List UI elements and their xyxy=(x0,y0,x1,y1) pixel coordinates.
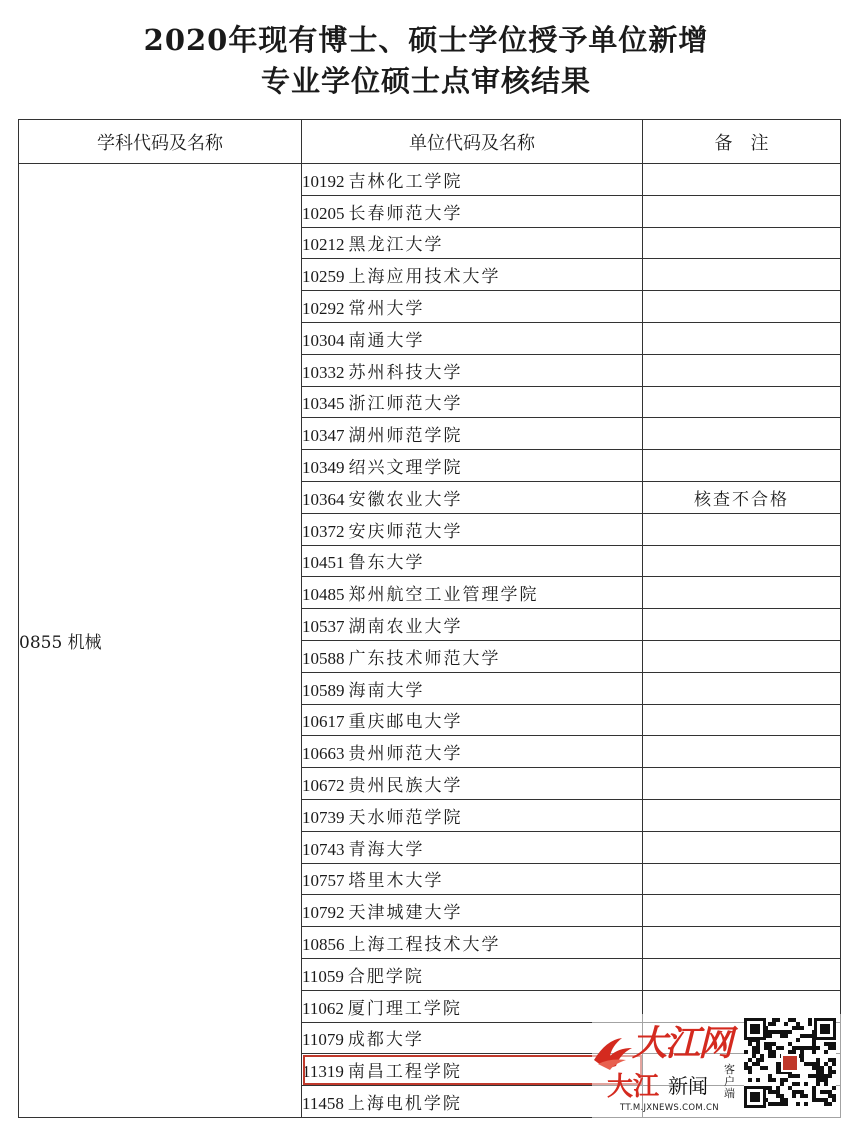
unit-name: 贵州师范大学 xyxy=(348,744,463,765)
table-row xyxy=(19,164,841,196)
remark-cell xyxy=(643,831,841,863)
remark-cell xyxy=(643,672,841,704)
remark-cell xyxy=(643,227,841,259)
unit-cell xyxy=(302,958,643,990)
unit-cell xyxy=(302,863,643,895)
unit-code: 10345 xyxy=(302,394,345,414)
unit-name: 郑州航空工业管理学院 xyxy=(348,585,539,606)
table-header-row xyxy=(19,120,841,164)
remark-cell xyxy=(643,322,841,354)
unit-name: 安庆师范大学 xyxy=(348,521,463,542)
news-watermark xyxy=(592,1014,842,1120)
remark-cell xyxy=(643,736,841,768)
header-remark: 备 注 xyxy=(643,120,841,164)
unit-cell xyxy=(302,227,643,259)
unit-code: 10292 xyxy=(302,299,345,319)
remark-cell xyxy=(643,545,841,577)
unit-cell xyxy=(302,450,643,482)
unit-name: 青海大学 xyxy=(348,839,425,860)
unit-code: 10792 xyxy=(302,903,345,923)
unit-name: 成都大学 xyxy=(347,1030,424,1051)
unit-cell xyxy=(302,354,643,386)
unit-code: 10663 xyxy=(302,744,345,764)
unit-code: 10349 xyxy=(302,458,345,478)
unit-code: 10347 xyxy=(302,426,345,446)
subject-cell: 0855 机械 xyxy=(19,164,302,1118)
unit-code: 10743 xyxy=(302,839,345,859)
unit-cell xyxy=(302,704,643,736)
unit-code: 10192 xyxy=(302,171,345,191)
unit-name: 天津城建大学 xyxy=(348,903,463,924)
unit-code: 10205 xyxy=(302,203,345,223)
remark-cell xyxy=(643,958,841,990)
unit-name: 塔里木大学 xyxy=(348,871,444,892)
unit-code: 10259 xyxy=(302,267,345,287)
unit-code: 11062 xyxy=(302,998,344,1018)
remark-cell xyxy=(643,704,841,736)
unit-name: 绍兴文理学院 xyxy=(348,458,463,479)
unit-name: 常州大学 xyxy=(348,299,425,320)
remark-cell xyxy=(643,164,841,196)
unit-name: 厦门理工学院 xyxy=(347,998,462,1019)
unit-cell xyxy=(302,831,643,863)
unit-code: 10757 xyxy=(302,871,345,891)
unit-code: 10485 xyxy=(302,585,345,605)
news-label: 新闻 xyxy=(668,1074,708,1098)
unit-code: 10304 xyxy=(302,330,345,350)
unit-name: 浙江师范大学 xyxy=(348,394,463,415)
remark-cell xyxy=(643,386,841,418)
unit-cell xyxy=(302,322,643,354)
dajiang-sub-logo: 大江 xyxy=(607,1072,660,1102)
unit-cell xyxy=(302,736,643,768)
qr-code-icon xyxy=(744,1018,836,1108)
remark-cell xyxy=(643,195,841,227)
header-unit: 单位代码及名称 xyxy=(302,120,643,164)
unit-code: 10856 xyxy=(302,935,345,955)
unit-name: 贵州民族大学 xyxy=(348,776,463,797)
unit-name: 广东技术师范大学 xyxy=(348,648,501,669)
unit-name: 黑龙江大学 xyxy=(348,235,444,256)
unit-code: 11079 xyxy=(302,1030,344,1050)
unit-code: 10537 xyxy=(302,617,345,637)
unit-cell xyxy=(302,291,643,323)
unit-cell xyxy=(302,195,643,227)
unit-cell xyxy=(302,927,643,959)
unit-name: 湖南农业大学 xyxy=(348,617,463,638)
unit-code: 10212 xyxy=(302,235,345,255)
header-subject: 学科代码及名称 xyxy=(19,120,302,164)
unit-name: 海南大学 xyxy=(348,680,425,701)
remark-cell xyxy=(643,259,841,291)
unit-cell xyxy=(302,577,643,609)
unit-name: 上海应用技术大学 xyxy=(348,267,501,288)
document-title-line1: 2020年现有博士、硕士学位授予单位新增 xyxy=(143,23,709,57)
unit-cell xyxy=(302,513,643,545)
unit-cell xyxy=(302,418,643,450)
unit-code: 11319 xyxy=(302,1062,344,1082)
unit-name: 南通大学 xyxy=(348,330,425,351)
results-table xyxy=(18,119,841,1118)
unit-code: 10589 xyxy=(302,680,345,700)
unit-cell xyxy=(302,386,643,418)
table-body xyxy=(19,164,841,1118)
remark-cell xyxy=(643,418,841,450)
remark-cell xyxy=(643,577,841,609)
unit-cell xyxy=(302,545,643,577)
remark-cell: 核查不合格 xyxy=(643,481,841,513)
unit-name: 重庆邮电大学 xyxy=(348,712,463,733)
unit-code: 10332 xyxy=(302,362,345,382)
watermark-url: TT.M.JXNEWS.COM.CN xyxy=(620,1103,719,1113)
remark-cell xyxy=(643,863,841,895)
remark-cell xyxy=(643,354,841,386)
unit-code: 10739 xyxy=(302,807,345,827)
unit-name: 苏州科技大学 xyxy=(348,362,463,383)
unit-code: 10364 xyxy=(302,489,345,509)
unit-cell xyxy=(302,768,643,800)
client-label: 客户端 xyxy=(724,1063,735,1100)
unit-code: 10617 xyxy=(302,712,345,732)
document-title-line2: 专业学位硕士点审核结果 xyxy=(260,64,591,98)
unit-cell xyxy=(302,895,643,927)
unit-cell xyxy=(302,259,643,291)
remark-cell xyxy=(643,640,841,672)
unit-name: 吉林化工学院 xyxy=(348,171,463,192)
remark-cell xyxy=(643,768,841,800)
unit-cell xyxy=(302,481,643,513)
remark-cell xyxy=(643,799,841,831)
unit-code: 10672 xyxy=(302,776,345,796)
remark-cell xyxy=(643,513,841,545)
remark-cell xyxy=(643,450,841,482)
unit-name: 天水师范学院 xyxy=(348,807,463,828)
unit-code: 11059 xyxy=(302,966,344,986)
unit-cell xyxy=(302,799,643,831)
unit-name: 合肥学院 xyxy=(347,966,424,987)
remark-cell xyxy=(643,895,841,927)
unit-name: 安徽农业大学 xyxy=(348,489,463,510)
remark-cell xyxy=(643,609,841,641)
unit-cell xyxy=(302,609,643,641)
remark-cell xyxy=(643,927,841,959)
unit-name: 南昌工程学院 xyxy=(347,1062,462,1083)
unit-name: 长春师范大学 xyxy=(348,203,463,224)
unit-code: 10451 xyxy=(302,553,345,573)
remark-cell xyxy=(643,291,841,323)
unit-cell xyxy=(302,672,643,704)
dajiang-logo: 大江网 xyxy=(632,1023,732,1064)
unit-code: 10372 xyxy=(302,521,345,541)
unit-code: 11458 xyxy=(302,1094,344,1113)
unit-code: 10588 xyxy=(302,648,345,668)
unit-name: 上海工程技术大学 xyxy=(348,935,501,956)
unit-cell xyxy=(302,164,643,196)
unit-cell xyxy=(302,640,643,672)
unit-name: 上海电机学院 xyxy=(347,1094,462,1114)
unit-name: 鲁东大学 xyxy=(348,553,425,574)
unit-name: 湖州师范学院 xyxy=(348,426,463,447)
